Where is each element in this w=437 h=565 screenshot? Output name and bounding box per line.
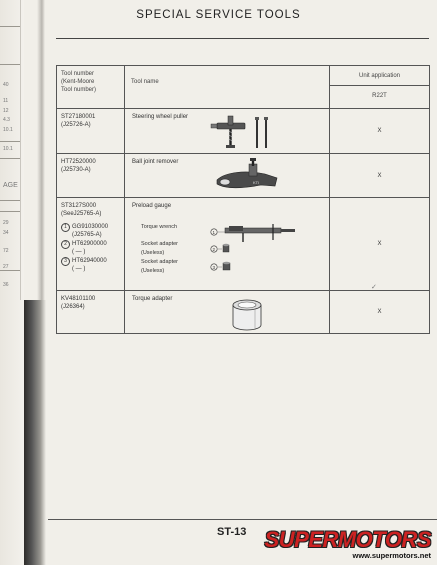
handwritten-checkmark: ✓	[371, 284, 377, 291]
margin-text: 34	[3, 230, 9, 236]
tool-name-cell	[125, 109, 330, 154]
margin-rule	[0, 200, 20, 201]
header-unit-application: Unit application	[330, 66, 430, 86]
tool-number: HT62940000	[72, 258, 107, 264]
margin-text: 27	[3, 264, 9, 270]
header-tool-name: Tool name	[125, 66, 330, 109]
margin-rule	[0, 26, 20, 27]
margin-vertical-rule	[20, 0, 21, 300]
unit-application-mark: X	[330, 291, 430, 334]
footer-rule	[48, 519, 437, 520]
margin-text: 36	[3, 282, 9, 288]
margin-rule	[0, 211, 20, 212]
tool-name: Preload gauge	[132, 203, 172, 209]
margin-rule	[0, 158, 20, 159]
header-tool-number	[57, 66, 125, 109]
tool-number: ST27180001	[61, 114, 96, 120]
tool-number-cell	[57, 291, 125, 334]
table-row	[57, 154, 430, 198]
svg-text:KTI: KTI	[253, 180, 260, 185]
watermark-url: www.supermotors.net	[352, 551, 431, 560]
unit-application-mark: X	[330, 154, 430, 198]
margin-rule	[0, 141, 20, 142]
table-row	[57, 109, 430, 154]
scan-shadow	[24, 300, 46, 565]
sub-item-number	[61, 257, 124, 273]
table-header-row	[57, 66, 430, 86]
watermark-brand: SUPERMOTORS	[264, 527, 431, 552]
item-number-badge: 3	[61, 257, 70, 266]
sub-item-name: Socket adapter	[141, 259, 178, 265]
tool-number: KV48101100	[61, 296, 96, 302]
sub-item-number	[61, 240, 124, 256]
item-number-badge: 2	[61, 240, 70, 249]
kent-moore-number: (SeeJ25765-A)	[61, 211, 102, 217]
table-row	[57, 198, 430, 291]
margin-text: 11	[3, 98, 9, 104]
title-rule	[56, 38, 429, 39]
kent-moore-number: (J25765-A)	[72, 232, 102, 238]
tool-number-cell	[57, 154, 125, 198]
tools-table	[56, 65, 430, 334]
kent-moore-number: ( — )	[72, 249, 86, 255]
header-model: R22T	[330, 86, 430, 109]
margin-rule	[0, 270, 20, 271]
item-number-badge: 1	[61, 223, 70, 232]
svg-text:2: 2	[212, 247, 216, 252]
page-title: SPECIAL SERVICE TOOLS	[136, 9, 301, 21]
tool-number: HT62900000	[72, 241, 107, 247]
tool-number: GG91030000	[72, 224, 109, 230]
svg-text:3: 3	[212, 265, 216, 270]
preload-gauge-illustration	[209, 224, 309, 280]
supermotors-watermark	[249, 527, 435, 558]
margin-text: AGE	[3, 182, 18, 189]
ball-joint-remover-illustration	[215, 158, 285, 196]
tool-name: Ball joint remover	[132, 159, 179, 165]
kent-moore-number: (J26364)	[61, 304, 85, 310]
kent-moore-number: ( — )	[72, 266, 86, 272]
header-line: Tool number	[61, 71, 95, 77]
margin-text: 29	[3, 220, 9, 226]
tool-number: HT72520000	[61, 159, 96, 165]
unit-application-mark: X	[330, 109, 430, 154]
header-line: Tool number)	[61, 87, 97, 93]
tool-number-cell	[57, 109, 125, 154]
steering-wheel-puller-illustration	[209, 115, 279, 151]
unit-application-mark: X	[330, 198, 430, 291]
margin-rule	[0, 64, 20, 65]
torque-adapter-illustration	[229, 297, 269, 333]
tool-name: Torque adapter	[132, 296, 173, 302]
tool-name: Steering wheel puller	[132, 114, 189, 120]
sub-item-useless: (Useless)	[141, 250, 165, 256]
page-number: ST-13	[217, 526, 247, 538]
tool-name-cell	[125, 154, 330, 198]
sub-item-number	[61, 223, 124, 239]
kent-moore-number: (J25726-A)	[61, 122, 91, 128]
tool-number: ST3127S000	[61, 203, 97, 209]
sub-item-useless: (Useless)	[141, 268, 165, 274]
sub-item-name: Torque wrench	[141, 224, 178, 230]
margin-text: 40	[3, 82, 9, 88]
margin-text: 10.1	[3, 146, 13, 152]
header-line: (Kent-Moore	[61, 79, 95, 85]
binding-margin	[0, 0, 24, 565]
margin-text: 10.1	[3, 127, 13, 133]
sub-item-name: Socket adapter	[141, 241, 178, 247]
kent-moore-number: (J25730-A)	[61, 167, 91, 173]
tool-name-cell	[125, 198, 330, 291]
margin-text: 4.3	[3, 117, 10, 123]
svg-text:1: 1	[212, 230, 216, 235]
margin-text: 72	[3, 248, 9, 254]
table-row	[57, 291, 430, 334]
margin-text: 12	[3, 108, 9, 114]
tool-name-cell	[125, 291, 330, 334]
tool-number-cell	[57, 198, 125, 291]
scan-shadow	[37, 0, 45, 300]
